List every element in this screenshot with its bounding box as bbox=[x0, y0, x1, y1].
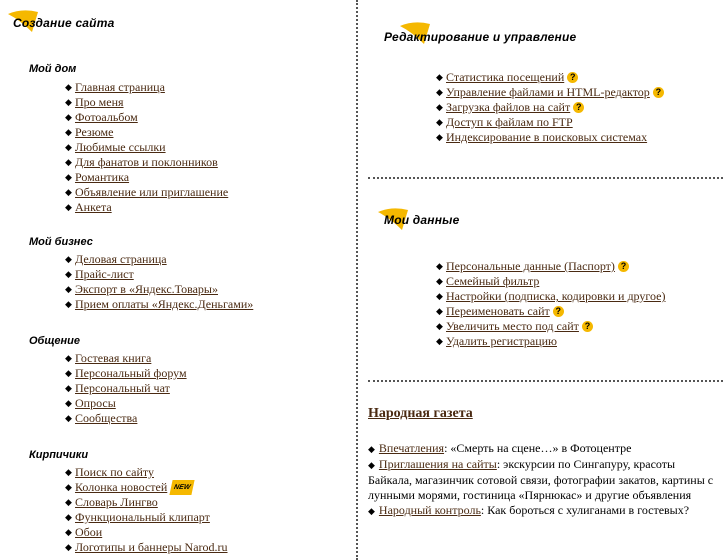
link-polls[interactable]: Опросы bbox=[75, 396, 116, 410]
link-rename-site[interactable]: Переименовать сайт bbox=[446, 304, 550, 318]
bullet-icon: ◆ bbox=[436, 117, 443, 127]
bullet-icon: ◆ bbox=[65, 353, 72, 363]
link-resume[interactable]: Резюме bbox=[75, 125, 114, 139]
bullet-icon: ◆ bbox=[436, 276, 443, 286]
help-icon[interactable]: ? bbox=[553, 306, 564, 317]
list-item bbox=[436, 115, 664, 130]
bricks-list bbox=[65, 465, 228, 555]
news-link-control[interactable]: Народный контроль bbox=[378, 503, 481, 517]
list-item bbox=[65, 140, 228, 155]
list-item bbox=[65, 525, 228, 540]
bullet-icon: ◆ bbox=[65, 542, 72, 552]
bullet-icon: ◆ bbox=[65, 512, 72, 522]
section-title-my-business: Мой бизнес bbox=[29, 236, 93, 248]
bullet-icon: ◆ bbox=[65, 97, 72, 107]
list-item bbox=[436, 259, 666, 274]
list-item bbox=[65, 282, 253, 297]
list-item bbox=[65, 381, 187, 396]
horizontal-divider bbox=[368, 177, 723, 179]
link-wallpapers[interactable]: Обои bbox=[75, 525, 103, 539]
help-icon[interactable]: ? bbox=[573, 102, 584, 113]
list-item bbox=[65, 510, 228, 525]
link-site-search[interactable]: Поиск по сайту bbox=[75, 465, 154, 479]
bullet-icon: ◆ bbox=[65, 383, 72, 393]
list-item bbox=[436, 334, 666, 349]
bullet-icon: ◆ bbox=[65, 82, 72, 92]
bullet-icon: ◆ bbox=[65, 284, 72, 294]
link-family-filter[interactable]: Семейный фильтр bbox=[446, 274, 540, 288]
bullet-icon: ◆ bbox=[65, 127, 72, 137]
list-item bbox=[65, 495, 228, 510]
list-item bbox=[436, 319, 666, 334]
list-item bbox=[436, 289, 666, 304]
list-item bbox=[65, 200, 228, 215]
section-title-my-home: Мой дом bbox=[29, 63, 77, 75]
my-business-list bbox=[65, 252, 253, 312]
my-home-list bbox=[65, 80, 228, 215]
bullet-icon: ◆ bbox=[65, 112, 72, 122]
bullet-icon: ◆ bbox=[65, 172, 72, 182]
list-item bbox=[65, 155, 228, 170]
list-item bbox=[436, 304, 666, 319]
list-item bbox=[65, 480, 228, 495]
bullet-icon: ◆ bbox=[65, 368, 72, 378]
help-icon[interactable]: ? bbox=[582, 321, 593, 332]
link-lingvo[interactable]: Словарь Лингво bbox=[75, 495, 158, 509]
bullet-icon: ◆ bbox=[65, 527, 72, 537]
news-text: : экскурсии по Сингапуру, красоты Байкала, магазинчик сотовой связи, фотографии закатов, картины с лунными морями, гостиница «Пярнюкас» и другие объявления bbox=[368, 457, 714, 502]
news-text: : Как бороться с хулиганами в гостевых? bbox=[480, 503, 690, 517]
link-increase-space[interactable]: Увеличить место под сайт bbox=[446, 319, 579, 333]
help-icon[interactable]: ? bbox=[653, 87, 664, 98]
link-communities[interactable]: Сообщества bbox=[75, 411, 138, 425]
vertical-divider bbox=[356, 0, 358, 560]
bullet-icon: ◆ bbox=[368, 444, 375, 454]
link-settings[interactable]: Настройки (подписка, кодировки и другое) bbox=[446, 289, 666, 303]
news-text: : «Смерть на сцене…» в Фотоцентре bbox=[444, 441, 632, 455]
bullet-icon: ◆ bbox=[368, 506, 375, 516]
section-title-communication: Общение bbox=[29, 335, 80, 347]
help-icon[interactable]: ? bbox=[618, 261, 629, 272]
edit-manage-list bbox=[436, 70, 664, 145]
list-item bbox=[65, 80, 228, 95]
list-item bbox=[65, 465, 228, 480]
bullet-icon: ◆ bbox=[65, 413, 72, 423]
bullet-icon: ◆ bbox=[368, 460, 375, 470]
bullet-icon: ◆ bbox=[65, 497, 72, 507]
link-delete-registration[interactable]: Удалить регистрацию bbox=[446, 334, 557, 348]
bullet-icon: ◆ bbox=[65, 467, 72, 477]
list-item bbox=[65, 252, 253, 267]
bullet-icon: ◆ bbox=[65, 398, 72, 408]
link-yandex-money[interactable]: Прием оплаты «Яндекс.Деньгами» bbox=[75, 297, 254, 311]
link-upload-files[interactable]: Загрузка файлов на сайт bbox=[446, 100, 571, 114]
news-item bbox=[368, 503, 718, 519]
new-badge: NEW bbox=[170, 480, 196, 495]
link-questionnaire[interactable]: Анкета bbox=[75, 200, 112, 214]
news-item bbox=[368, 457, 718, 503]
link-favorite-links[interactable]: Любимые ссылки bbox=[75, 140, 166, 154]
bullet-icon: ◆ bbox=[436, 291, 443, 301]
link-file-manager[interactable]: Управление файлами и HTML-редактор bbox=[446, 85, 650, 99]
edit-manage-header: Редактирование и управление bbox=[384, 30, 577, 44]
bullet-icon: ◆ bbox=[65, 187, 72, 197]
list-item bbox=[65, 366, 187, 381]
bullet-icon: ◆ bbox=[436, 306, 443, 316]
bullet-icon: ◆ bbox=[65, 299, 72, 309]
link-news-column[interactable]: Колонка новостей bbox=[75, 480, 168, 494]
link-about-me[interactable]: Про меня bbox=[75, 95, 124, 109]
link-visit-stats[interactable]: Статистика посещений bbox=[446, 70, 565, 84]
bullet-icon: ◆ bbox=[65, 254, 72, 264]
link-price-list[interactable]: Прайс-лист bbox=[75, 267, 134, 281]
horizontal-divider bbox=[368, 380, 723, 382]
link-logos-banners[interactable]: Логотипы и баннеры Narod.ru bbox=[75, 540, 228, 554]
list-item bbox=[65, 267, 253, 282]
link-fans[interactable]: Для фанатов и поклонников bbox=[75, 155, 218, 169]
news-link-invitations[interactable]: Приглашения на сайты bbox=[378, 457, 497, 471]
left-column bbox=[0, 0, 356, 560]
link-passport[interactable]: Персональные данные (Паспорт) bbox=[446, 259, 615, 273]
list-item bbox=[65, 297, 253, 312]
list-item bbox=[65, 125, 228, 140]
news-item bbox=[368, 441, 718, 457]
bullet-icon: ◆ bbox=[436, 261, 443, 271]
bullet-icon: ◆ bbox=[436, 336, 443, 346]
news-link-impressions[interactable]: Впечатления bbox=[378, 441, 445, 455]
list-item bbox=[65, 351, 187, 366]
list-item bbox=[436, 100, 664, 115]
link-romance[interactable]: Романтика bbox=[75, 170, 130, 184]
list-item bbox=[65, 396, 187, 411]
list-item bbox=[436, 130, 664, 145]
link-clipart[interactable]: Функциональный клипарт bbox=[75, 510, 210, 524]
list-item bbox=[436, 70, 664, 85]
bullet-icon: ◆ bbox=[65, 142, 72, 152]
link-export-yandex-goods[interactable]: Экспорт в «Яндекс.Товары» bbox=[75, 282, 218, 296]
bullet-icon: ◆ bbox=[65, 202, 72, 212]
link-photo-album[interactable]: Фотоальбом bbox=[75, 110, 138, 124]
bullet-icon: ◆ bbox=[65, 269, 72, 279]
my-data-list bbox=[436, 259, 666, 349]
my-data-header: Мои данные bbox=[384, 213, 460, 227]
list-item bbox=[436, 85, 664, 100]
news-block bbox=[368, 441, 718, 519]
link-guestbook[interactable]: Гостевая книга bbox=[75, 351, 152, 365]
link-announcement[interactable]: Объявление или приглашение bbox=[75, 185, 229, 199]
bullet-icon: ◆ bbox=[436, 132, 443, 142]
help-icon[interactable]: ? bbox=[567, 72, 578, 83]
create-site-header: Создание сайта bbox=[13, 16, 115, 30]
list-item bbox=[436, 274, 666, 289]
list-item bbox=[65, 185, 228, 200]
link-ftp-access[interactable]: Доступ к файлам по FTP bbox=[446, 115, 573, 129]
link-chat[interactable]: Персональный чат bbox=[75, 381, 170, 395]
bullet-icon: ◆ bbox=[436, 102, 443, 112]
right-column bbox=[360, 0, 723, 560]
link-forum[interactable]: Персональный форум bbox=[75, 366, 187, 380]
bullet-icon: ◆ bbox=[436, 72, 443, 82]
bullet-icon: ◆ bbox=[65, 482, 72, 492]
communication-list bbox=[65, 351, 187, 426]
section-title-bricks: Кирпичики bbox=[29, 449, 89, 461]
link-search-indexing[interactable]: Индексирование в поисковых системах bbox=[446, 130, 648, 144]
link-business-page[interactable]: Деловая страница bbox=[75, 252, 167, 266]
list-item bbox=[65, 540, 228, 555]
list-item bbox=[65, 411, 187, 426]
link-home-page[interactable]: Главная страница bbox=[75, 80, 165, 94]
list-item bbox=[65, 95, 228, 110]
list-item bbox=[65, 110, 228, 125]
bullet-icon: ◆ bbox=[436, 321, 443, 331]
bullet-icon: ◆ bbox=[436, 87, 443, 97]
narodnaya-gazeta-title[interactable]: Народная газета bbox=[368, 406, 473, 421]
bullet-icon: ◆ bbox=[65, 157, 72, 167]
list-item bbox=[65, 170, 228, 185]
